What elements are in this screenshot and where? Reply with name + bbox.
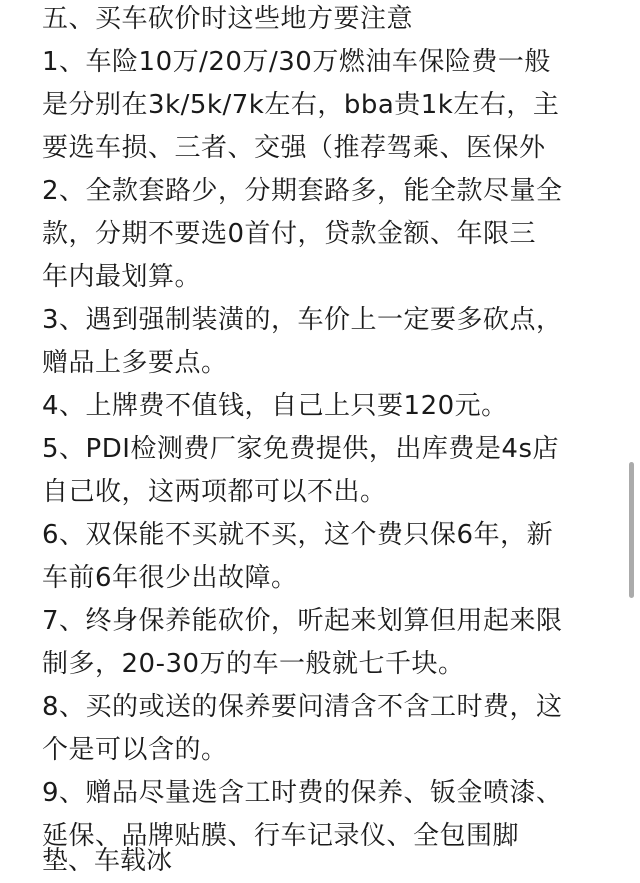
text-line: 年内最划算。 xyxy=(42,262,202,292)
text-line: 自己收，这两项都可以不出。 xyxy=(42,477,387,507)
text-line: 7、终身保养能砍价，听起来划算但用起来限 xyxy=(42,606,563,636)
text-line: 制多，20-30万的车一般就七千块。 xyxy=(42,649,465,679)
text-line: 要选车损、三者、交强（推荐驾乘、医保外 xyxy=(42,133,546,163)
text-line: 2、全款套路少，分期套路多，能全款尽量全 xyxy=(42,176,563,206)
text-line: 延保、品牌贴膜、行车记录仪、全包围脚 xyxy=(42,821,520,851)
scrollbar-thumb[interactable] xyxy=(629,462,634,598)
text-line: 赠品上多要点。 xyxy=(42,348,228,378)
text-line: 个是可以含的。 xyxy=(42,735,228,765)
text-line: 1、车险10万/20万/30万燃油车保险费一般 xyxy=(42,47,551,77)
text-line: 3、遇到强制装潢的，车价上一定要多砍点， xyxy=(42,305,563,335)
text-line: 9、赠品尽量选含工时费的保养、钣金喷漆、 xyxy=(42,778,563,808)
article-text xyxy=(42,0,622,858)
partially-visible-line: 垫、车载冰 xyxy=(42,846,173,876)
text-line: 4、上牌费不值钱，自己上只要120元。 xyxy=(42,391,508,421)
text-line: 是分别在3k/5k/7k左右，bba贵1k左右，主 xyxy=(42,90,560,120)
section-heading: 五、买车砍价时这些地方要注意 xyxy=(42,4,414,34)
text-line: 5、PDI检测费厂家免费提供，出库费是4s店 xyxy=(42,434,559,464)
text-line: 6、双保能不买就不买，这个费只保6年，新 xyxy=(42,520,554,550)
text-line: 款，分期不要选0首付，贷款金额、年限三 xyxy=(42,219,537,249)
text-line: 车前6年很少出故障。 xyxy=(42,563,298,593)
text-line: 8、买的或送的保养要问清含不含工时费，这 xyxy=(42,692,563,722)
